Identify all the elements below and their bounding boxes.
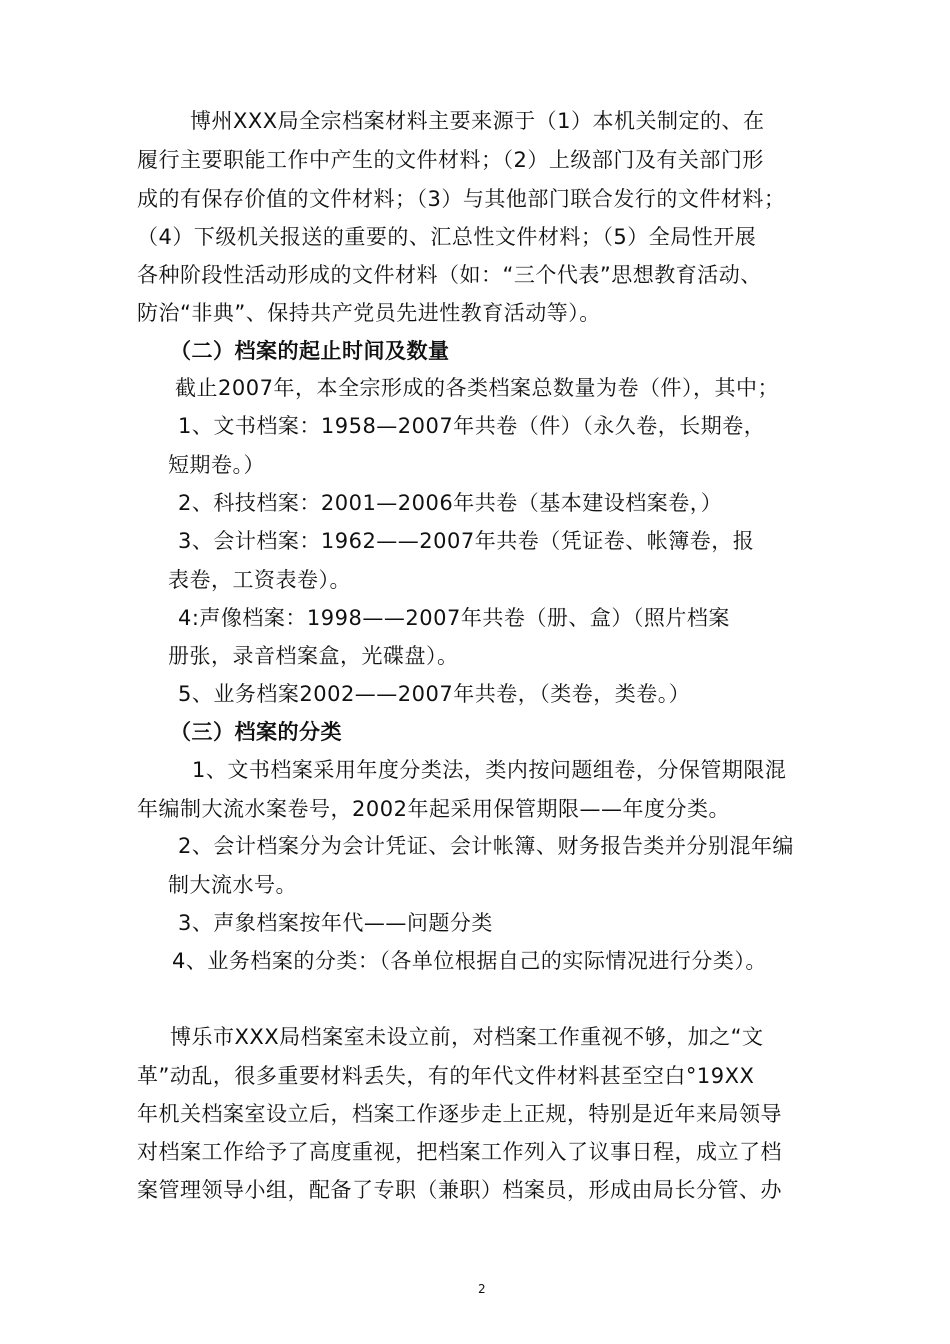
section-2-heading: （二）档案的起止时间及数量 — [170, 339, 450, 363]
section-2-item-4-line-2: 册张，录音档案盒，光碟盘）。 — [168, 644, 459, 668]
paragraph-last-line-3: 年机关档案室设立后，档案工作逐步走上正规，特别是近年来局领导 — [137, 1102, 782, 1126]
paragraph-last-line-5: 案管理领导小组，配备了专职（兼职）档案员，形成由局长分管、办 — [137, 1178, 782, 1202]
paragraph-1-line-5: 各种阶段性活动形成的文件材料（如：“三个代表”思想教育活动、 — [137, 263, 762, 287]
paragraph-last-line-1: 博乐市XXX局档案室未设立前，对档案工作重视不够，加之“文 — [170, 1025, 764, 1049]
section-2-item-3-line-2: 表卷，工资表卷）。 — [168, 568, 351, 592]
section-3-item-2-line-2: 制大流水号。 — [168, 873, 297, 897]
section-2-item-1-line-2: 短期卷。） — [168, 453, 265, 477]
section-3-heading: （三）档案的分类 — [170, 720, 342, 744]
section-2-item-5: 5、业务档案2002——2007年共卷，（类卷，类卷。） — [178, 682, 691, 706]
page-number: 2 — [478, 1282, 486, 1296]
section-3-item-1-line-2: 年编制大流水案卷号，2002年起采用保管期限——年度分类。 — [137, 797, 730, 821]
section-3-item-4: 4、业务档案的分类：（各单位根据自己的实际情况进行分类）。 — [172, 949, 767, 973]
paragraph-1-line-6: 防治“非典”、保持共产党员先进性教育活动等）。 — [137, 301, 601, 325]
section-2-item-2: 2、科技档案：2001—2006年共卷（基本建设档案卷，） — [178, 491, 723, 515]
section-2-item-3-line-1: 3、会计档案：1962——2007年共卷（凭证卷、帐簿卷，报 — [178, 529, 755, 553]
paragraph-1-line-1: 博州XXX局全宗档案材料主要来源于（1）本机关制定的、在 — [190, 109, 765, 133]
section-3-item-1-line-1: 1、文书档案采用年度分类法，类内按问题组卷，分保管期限混 — [192, 758, 787, 782]
paragraph-last-line-2: 革”动乱，很多重要材料丢失，有的年代文件材料甚至空白°19XX — [137, 1064, 755, 1088]
section-2-item-1-line-1: 1、文书档案：1958—2007年共卷（件）（永久卷，长期卷， — [178, 414, 766, 438]
section-2-intro: 截止2007年，本全宗形成的各类档案总数量为卷（件），其中； — [175, 376, 779, 400]
section-2-item-4-line-1: 4:声像档案：1998——2007年共卷（册、盒）（照片档案 — [178, 606, 730, 630]
paragraph-last-line-4: 对档案工作给予了高度重视，把档案工作列入了议事日程，成立了档 — [137, 1140, 782, 1164]
section-3-item-3: 3、声象档案按年代——问题分类 — [178, 911, 493, 935]
paragraph-1-line-3: 成的有保存价值的文件材料；（3）与其他部门联合发行的文件材料； — [137, 187, 786, 211]
paragraph-1-line-2: 履行主要职能工作中产生的文件材料；（2）上级部门及有关部门形 — [137, 148, 764, 172]
paragraph-1-line-4: （4）下级机关报送的重要的、汇总性文件材料；（5）全局性开展 — [137, 225, 757, 249]
section-3-item-2-line-1: 2、会计档案分为会计凭证、会计帐簿、财务报告类并分别混年编 — [178, 834, 794, 858]
